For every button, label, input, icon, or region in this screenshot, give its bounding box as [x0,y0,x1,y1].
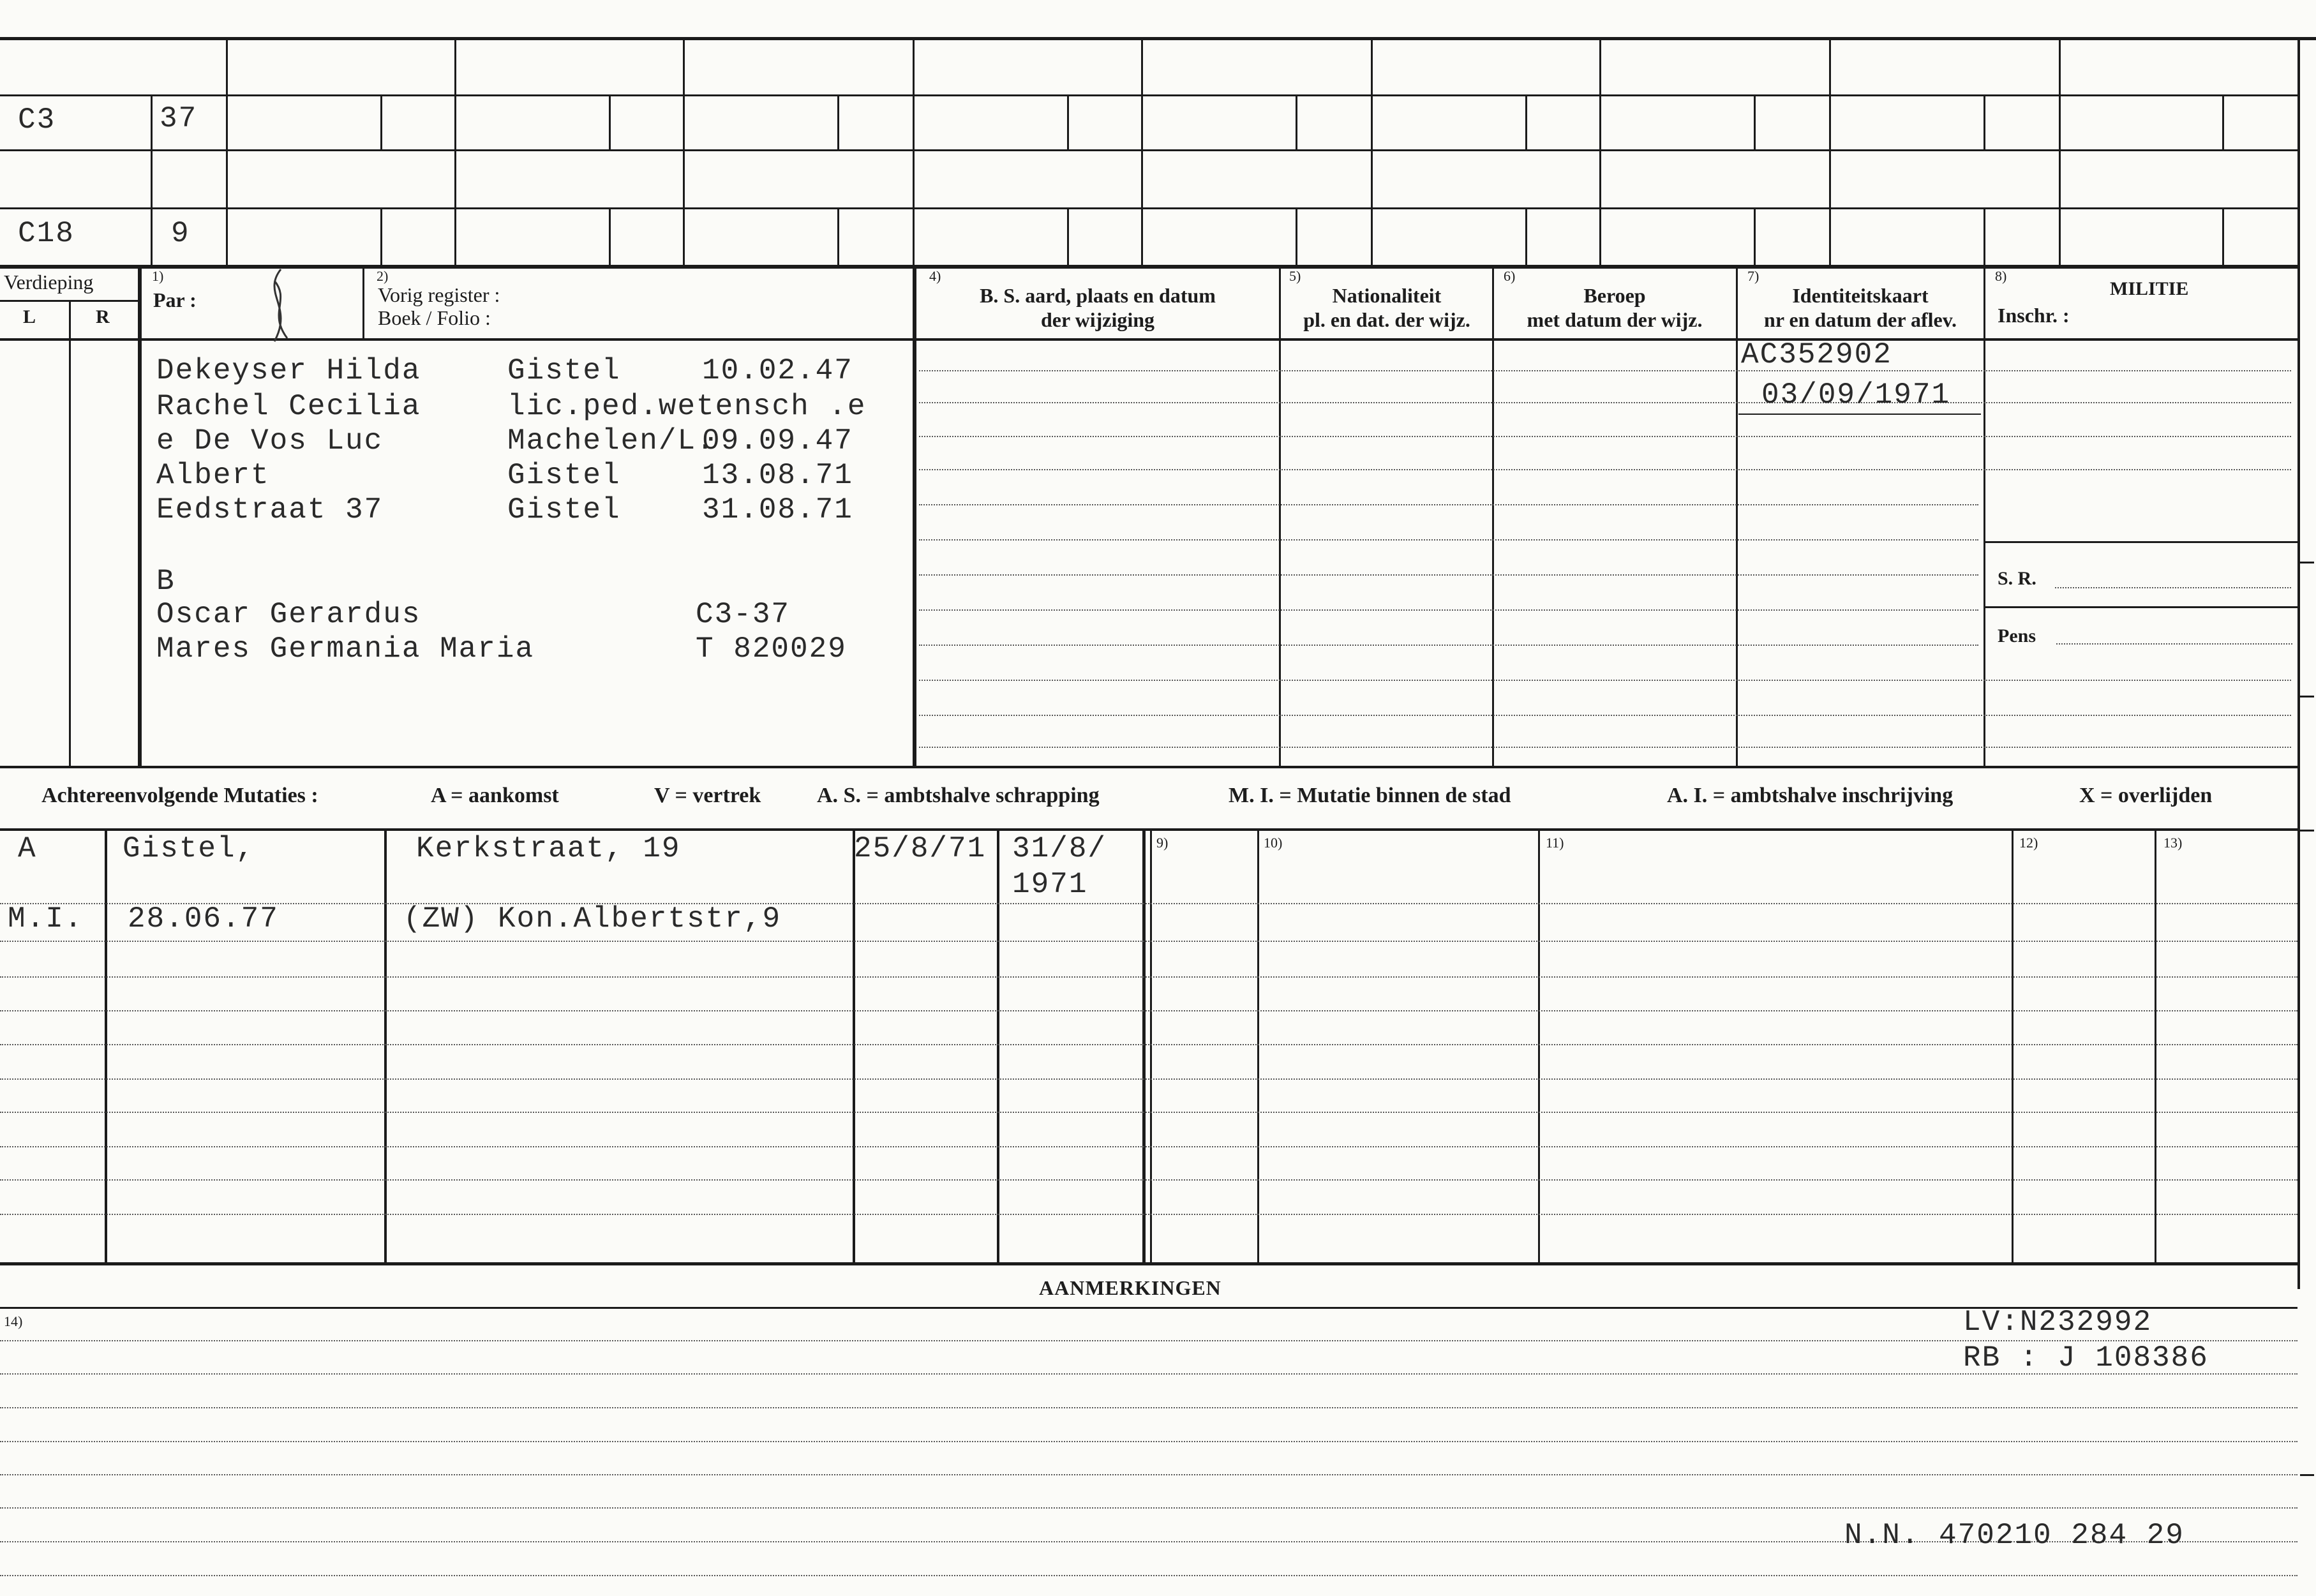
edge-tick [2300,1474,2314,1476]
grid-vline [226,38,228,267]
dotted-line [919,747,2291,748]
dotted-line [919,680,2291,681]
person-profession: lic.ped.wetensch .e [507,390,867,423]
sr-dotted [2055,587,2291,588]
spouse-place: Machelen/L. [507,424,715,458]
legend-title: Achtereenvolgende Mutaties : [41,784,318,807]
vline-beroep [1492,267,1494,767]
grid-sub [1525,94,1527,149]
mut-street-2: (ZW) Kon.Albertstr,9 [403,902,782,936]
sr-label: S. R. [1998,568,2036,589]
beroep-header-line1: Beroep [1583,284,1646,307]
mut-vline [853,830,855,1264]
vline-bs [913,267,916,767]
edge-tick [2300,830,2314,832]
mut-place-2: 28.06.77 [128,902,279,936]
id-card-number: AC352902 [1741,338,1892,371]
boek-folio-label: Boek / Folio : [378,306,491,329]
dotted-line [919,539,1978,541]
dotted-line [919,715,2291,716]
par-label: Par : [153,288,197,311]
spouse-name: e De Vos Luc [156,424,384,458]
mut-vline [2155,830,2156,1264]
grid-sub [1067,94,1069,149]
top-code-1: C3 [18,103,56,137]
grid-sub [609,94,611,149]
mut-dotted [0,1179,2297,1181]
grid-vline [913,38,915,267]
vline-nat [1279,267,1281,767]
grid-vline [1829,38,1831,267]
person-name: Dekeyser Hilda [156,354,421,387]
mut-type-2: M.I. [8,902,84,936]
mut-vline [1142,830,1146,1264]
dotted-line [919,645,1978,646]
dotted-line [919,609,1978,611]
nat-header-line1: Nationaliteit [1332,284,1442,307]
col-r-label: R [96,306,110,327]
dotted-line [919,574,1978,576]
mut-dotted [0,1010,2297,1011]
mut-dotted [0,1214,2297,1215]
vline-militie [1984,267,1985,767]
nat-header-line2: pl. en dat. der wijz. [1303,308,1470,331]
vorig-register-label: Vorig register : [378,283,500,306]
field-7-num: 7) [1747,268,1759,284]
militie-divider [1984,606,2297,608]
grid-sub [2222,94,2224,149]
id-header-line2: nr en datum der aflev. [1764,308,1957,331]
bs-header [919,283,1276,332]
grid-sub [837,94,839,149]
dotted-line [919,504,1978,505]
mut-place-1: Gistel, [123,832,255,865]
legend-as: A. S. = ambtshalve schrapping [817,784,1100,807]
remarks-dotted [0,1507,2297,1509]
dotted-line [919,469,2291,470]
field-4-num: 4) [929,268,941,284]
grid-sub [837,207,839,265]
parents-letter: B [156,565,176,598]
mut-date2-1: 31/8/ [1012,832,1107,865]
pens-label: Pens [1998,625,2036,646]
address: Eedstraat 37 [156,493,384,526]
verdieping-label: Verdieping [4,271,94,294]
person-date: 10.02.47 [702,354,853,387]
mut-vline [997,830,999,1264]
mut-dotted [0,976,2297,978]
header-bottom-line [0,338,2297,341]
mut-col-num-12: 12) [2019,835,2038,851]
mut-vline [1257,830,1259,1264]
bs-header-line1: B. S. aard, plaats en datum [980,284,1216,307]
remarks-nn: N.N. 470210 284 29 [1844,1519,2185,1552]
bs-header-line2: der wijziging [1040,308,1155,331]
grid-vline [2059,38,2061,267]
top-number-1: 37 [160,102,198,135]
remarks-lv: LV:N232992 [1963,1306,2153,1339]
marriage-place: Gistel [507,459,621,492]
mut-dotted [0,1146,2297,1147]
grid-sub [609,207,611,265]
mother-name: Mares Germania Maria [156,632,535,666]
mut-col-num-10: 10) [1264,835,1283,851]
grid-line [0,265,2297,269]
top-number-2: 9 [171,217,190,250]
grid-line [0,207,2297,209]
mut-dotted [0,1044,2297,1045]
remarks-dotted [0,1340,2297,1341]
remarks-num: 14) [4,1313,23,1329]
mut-vline [2012,830,2013,1264]
field-2-num: 2) [377,268,389,284]
grid-sub [1754,207,1756,265]
grid-sub [1067,207,1069,265]
edge-tick [2300,696,2314,697]
dotted-line [919,436,2291,437]
person-name-cont: Rachel Cecilia [156,390,421,423]
legend-top-line [0,766,2297,768]
grid-sub [1984,207,1985,265]
grid-sub [1525,207,1527,265]
lr-divider [69,300,71,767]
address-place: Gistel [507,493,621,526]
militie-label: MILITIE [2110,278,2189,299]
grid-sub [1296,94,1297,149]
mut-type-1: A [18,832,37,865]
right-border [2297,37,2300,1289]
remarks-top-line [0,1262,2297,1265]
vline-id [1736,267,1738,767]
remarks-dotted [0,1407,2297,1408]
militie-divider [1984,541,2297,543]
grid-vline [1141,38,1143,267]
mut-vline [1150,830,1152,1264]
father-name: Oscar Gerardus [156,598,421,631]
remarks-dotted [0,1441,2297,1442]
id-header-line1: Identiteitskaart [1792,284,1929,307]
grid-sub [380,207,382,265]
remarks-dotted [0,1575,2297,1576]
grid-vline [151,94,153,267]
vline-par [138,267,142,767]
grid-sub [1296,207,1297,265]
beroep-header [1495,283,1735,332]
grid-sub [380,94,382,149]
mut-dotted [0,1078,2297,1080]
mut-dotted [0,941,2297,942]
edge-tick [2300,562,2314,563]
legend-bottom-line [0,828,2297,831]
grid-line [0,94,2297,96]
grid-sub [1754,94,1756,149]
mother-ref: T 820029 [696,632,847,666]
legend-a: A = aankomst [431,784,559,807]
dotted-line [919,370,2291,371]
remarks-dotted [0,1474,2297,1475]
id-card-date: 03/09/1971 [1761,378,1951,412]
father-ref: C3-37 [696,598,791,631]
mut-col-num-9: 9) [1156,835,1169,851]
spouse-date: 09.09.47 [702,424,853,458]
par-signature [255,268,306,345]
remarks-dotted [0,1373,2297,1375]
mut-vline [384,830,387,1264]
legend-mi: M. I. = Mutatie binnen de stad [1229,784,1511,807]
remarks-header-line [0,1307,2297,1309]
id-header [1738,283,1982,332]
legend-x: X = overlijden [2079,784,2213,807]
dotted-line [919,402,2291,403]
address-date: 31.08.71 [702,493,853,526]
mut-dotted [0,1112,2297,1113]
mut-vline [105,830,107,1264]
field-1-num: 1) [152,268,164,284]
grid-vline [1371,38,1373,267]
field-5-num: 5) [1289,268,1301,284]
mut-street-1: Kerkstraat, 19 [416,832,681,865]
nationaliteit-header [1281,283,1492,332]
field-6-num: 6) [1504,268,1516,284]
mut-vline [1538,830,1540,1264]
mut-col-num-13: 13) [2163,835,2183,851]
marriage-date: 13.08.71 [702,459,853,492]
legend-ai: A. I. = ambtshalve inschrijving [1667,784,1954,807]
id-underline [1738,414,1981,415]
col-l-label: L [23,306,36,327]
mut-date2b-1: 1971 [1012,868,1088,901]
field-8-num: 8) [1995,268,2007,284]
grid-line [0,149,2297,151]
pens-dotted [2056,643,2292,645]
beroep-header-line2: met datum der wijz. [1527,308,1703,331]
mut-date1-1: 25/8/71 [854,832,987,865]
top-code-2: C18 [18,217,75,250]
inschr-label: Inschr. : [1998,304,2070,327]
grid-sub [2222,207,2224,265]
person-place: Gistel [507,354,621,387]
remarks-rb: RB : J 108386 [1963,1341,2209,1375]
mut-dotted [0,903,2297,904]
remarks-title: AANMERKINGEN [1039,1276,1222,1299]
top-border [0,37,2316,40]
grid-vline [683,38,685,267]
grid-vline [454,38,456,267]
spouse-name-cont: Albert [156,459,270,492]
grid-sub [1984,94,1985,149]
mut-col-num-11: 11) [1546,835,1564,851]
vline-register [362,267,364,338]
grid-vline [1599,38,1601,267]
legend-v: V = vertrek [654,784,761,807]
